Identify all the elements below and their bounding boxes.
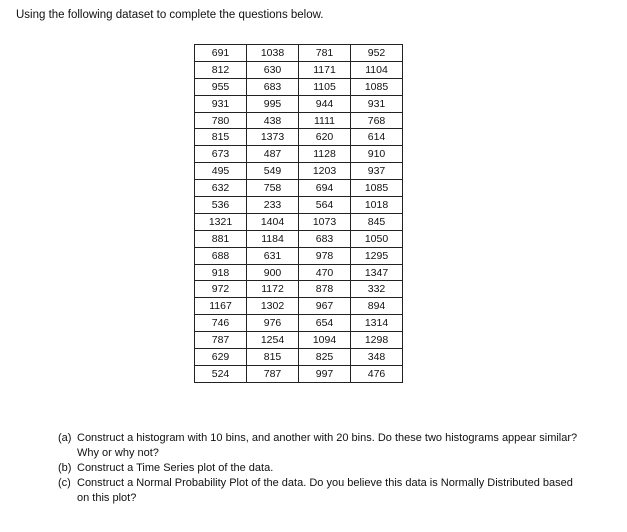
table-row (195, 112, 403, 129)
table-row (195, 163, 403, 180)
table-cell: 978 (299, 247, 351, 264)
question-c (58, 476, 578, 506)
table-row (195, 197, 403, 214)
table-cell: 944 (299, 95, 351, 112)
table-cell: 683 (299, 230, 351, 247)
table-cell: 931 (195, 95, 247, 112)
table-cell: 348 (351, 349, 403, 366)
table-cell: 549 (247, 163, 299, 180)
table-cell: 536 (195, 197, 247, 214)
table-cell: 1295 (351, 247, 403, 264)
table-cell: 683 (247, 78, 299, 95)
table-cell: 691 (195, 45, 247, 62)
table-cell: 1167 (195, 298, 247, 315)
table-cell: 1172 (247, 281, 299, 298)
question-text: Construct a Normal Probability Plot of the data. Do you believe this data is Normally Distributed based on this plot? (77, 477, 573, 504)
table-cell: 918 (195, 264, 247, 281)
table-cell: 1104 (351, 61, 403, 78)
table-cell: 900 (247, 264, 299, 281)
table-row (195, 349, 403, 366)
table-cell: 997 (299, 365, 351, 382)
table-cell: 564 (299, 197, 351, 214)
table-cell: 1073 (299, 213, 351, 230)
table-cell: 487 (247, 146, 299, 163)
question-text: Construct a histogram with 10 bins, and another with 20 bins. Do these two histograms appear similar? Why or why not? (77, 432, 578, 459)
table-cell: 438 (247, 112, 299, 129)
table-cell: 1254 (247, 332, 299, 349)
question-a (58, 431, 578, 461)
table-cell: 614 (351, 129, 403, 146)
table-cell: 746 (195, 315, 247, 332)
table-cell: 632 (195, 180, 247, 197)
table-cell: 931 (351, 95, 403, 112)
table-cell: 470 (299, 264, 351, 281)
table-cell: 1050 (351, 230, 403, 247)
table-cell: 1038 (247, 45, 299, 62)
table-row (195, 315, 403, 332)
table-cell: 630 (247, 61, 299, 78)
table-row (195, 247, 403, 264)
table-cell: 629 (195, 349, 247, 366)
table-cell: 631 (247, 247, 299, 264)
table-row (195, 332, 403, 349)
table-cell: 825 (299, 349, 351, 366)
table-row (195, 180, 403, 197)
table-cell: 758 (247, 180, 299, 197)
table-row (195, 264, 403, 281)
table-cell: 780 (195, 112, 247, 129)
table-cell: 1347 (351, 264, 403, 281)
table-cell: 476 (351, 365, 403, 382)
table-cell: 1105 (299, 78, 351, 95)
table-cell: 781 (299, 45, 351, 62)
table-cell: 1085 (351, 78, 403, 95)
table-cell: 688 (195, 247, 247, 264)
table-cell: 1302 (247, 298, 299, 315)
table-row (195, 129, 403, 146)
table-cell: 1171 (299, 61, 351, 78)
table-cell: 845 (351, 213, 403, 230)
table-cell: 768 (351, 112, 403, 129)
question-label: (a) (58, 432, 72, 444)
question-b (58, 461, 578, 476)
table-cell: 878 (299, 281, 351, 298)
table-cell: 812 (195, 61, 247, 78)
table-cell: 967 (299, 298, 351, 315)
table-row (195, 365, 403, 382)
table-row (195, 95, 403, 112)
table-cell: 787 (247, 365, 299, 382)
table-cell: 1404 (247, 213, 299, 230)
table-cell: 815 (247, 349, 299, 366)
table-cell: 332 (351, 281, 403, 298)
table-row (195, 146, 403, 163)
table-row (195, 61, 403, 78)
instructions-text: Using the following dataset to complete the questions below. (16, 9, 324, 21)
question-text: Construct a Time Series plot of the data. (77, 462, 274, 474)
table-cell: 654 (299, 315, 351, 332)
table-cell: 937 (351, 163, 403, 180)
table-row (195, 213, 403, 230)
table-cell: 524 (195, 365, 247, 382)
table-cell: 1321 (195, 213, 247, 230)
table-cell: 694 (299, 180, 351, 197)
table-cell: 1085 (351, 180, 403, 197)
table-row (195, 230, 403, 247)
table-cell: 1298 (351, 332, 403, 349)
table-cell: 1373 (247, 129, 299, 146)
question-list (58, 431, 578, 506)
table-cell: 495 (195, 163, 247, 180)
table-cell: 815 (195, 129, 247, 146)
table-cell: 952 (351, 45, 403, 62)
table-cell: 976 (247, 315, 299, 332)
question-label: (c) (58, 477, 71, 489)
table-cell: 1094 (299, 332, 351, 349)
dataset-table (194, 44, 403, 383)
table-cell: 881 (195, 230, 247, 247)
table-cell: 1018 (351, 197, 403, 214)
table-cell: 894 (351, 298, 403, 315)
table-cell: 910 (351, 146, 403, 163)
table-cell: 233 (247, 197, 299, 214)
table-row (195, 298, 403, 315)
table-cell: 995 (247, 95, 299, 112)
table-row (195, 281, 403, 298)
table-cell: 1111 (299, 112, 351, 129)
table-cell: 787 (195, 332, 247, 349)
table-cell: 673 (195, 146, 247, 163)
table-cell: 955 (195, 78, 247, 95)
table-row (195, 78, 403, 95)
question-label: (b) (58, 462, 72, 474)
table-cell: 1203 (299, 163, 351, 180)
table-cell: 972 (195, 281, 247, 298)
table-cell: 1314 (351, 315, 403, 332)
table-cell: 620 (299, 129, 351, 146)
table-cell: 1184 (247, 230, 299, 247)
table-row (195, 45, 403, 62)
table-cell: 1128 (299, 146, 351, 163)
